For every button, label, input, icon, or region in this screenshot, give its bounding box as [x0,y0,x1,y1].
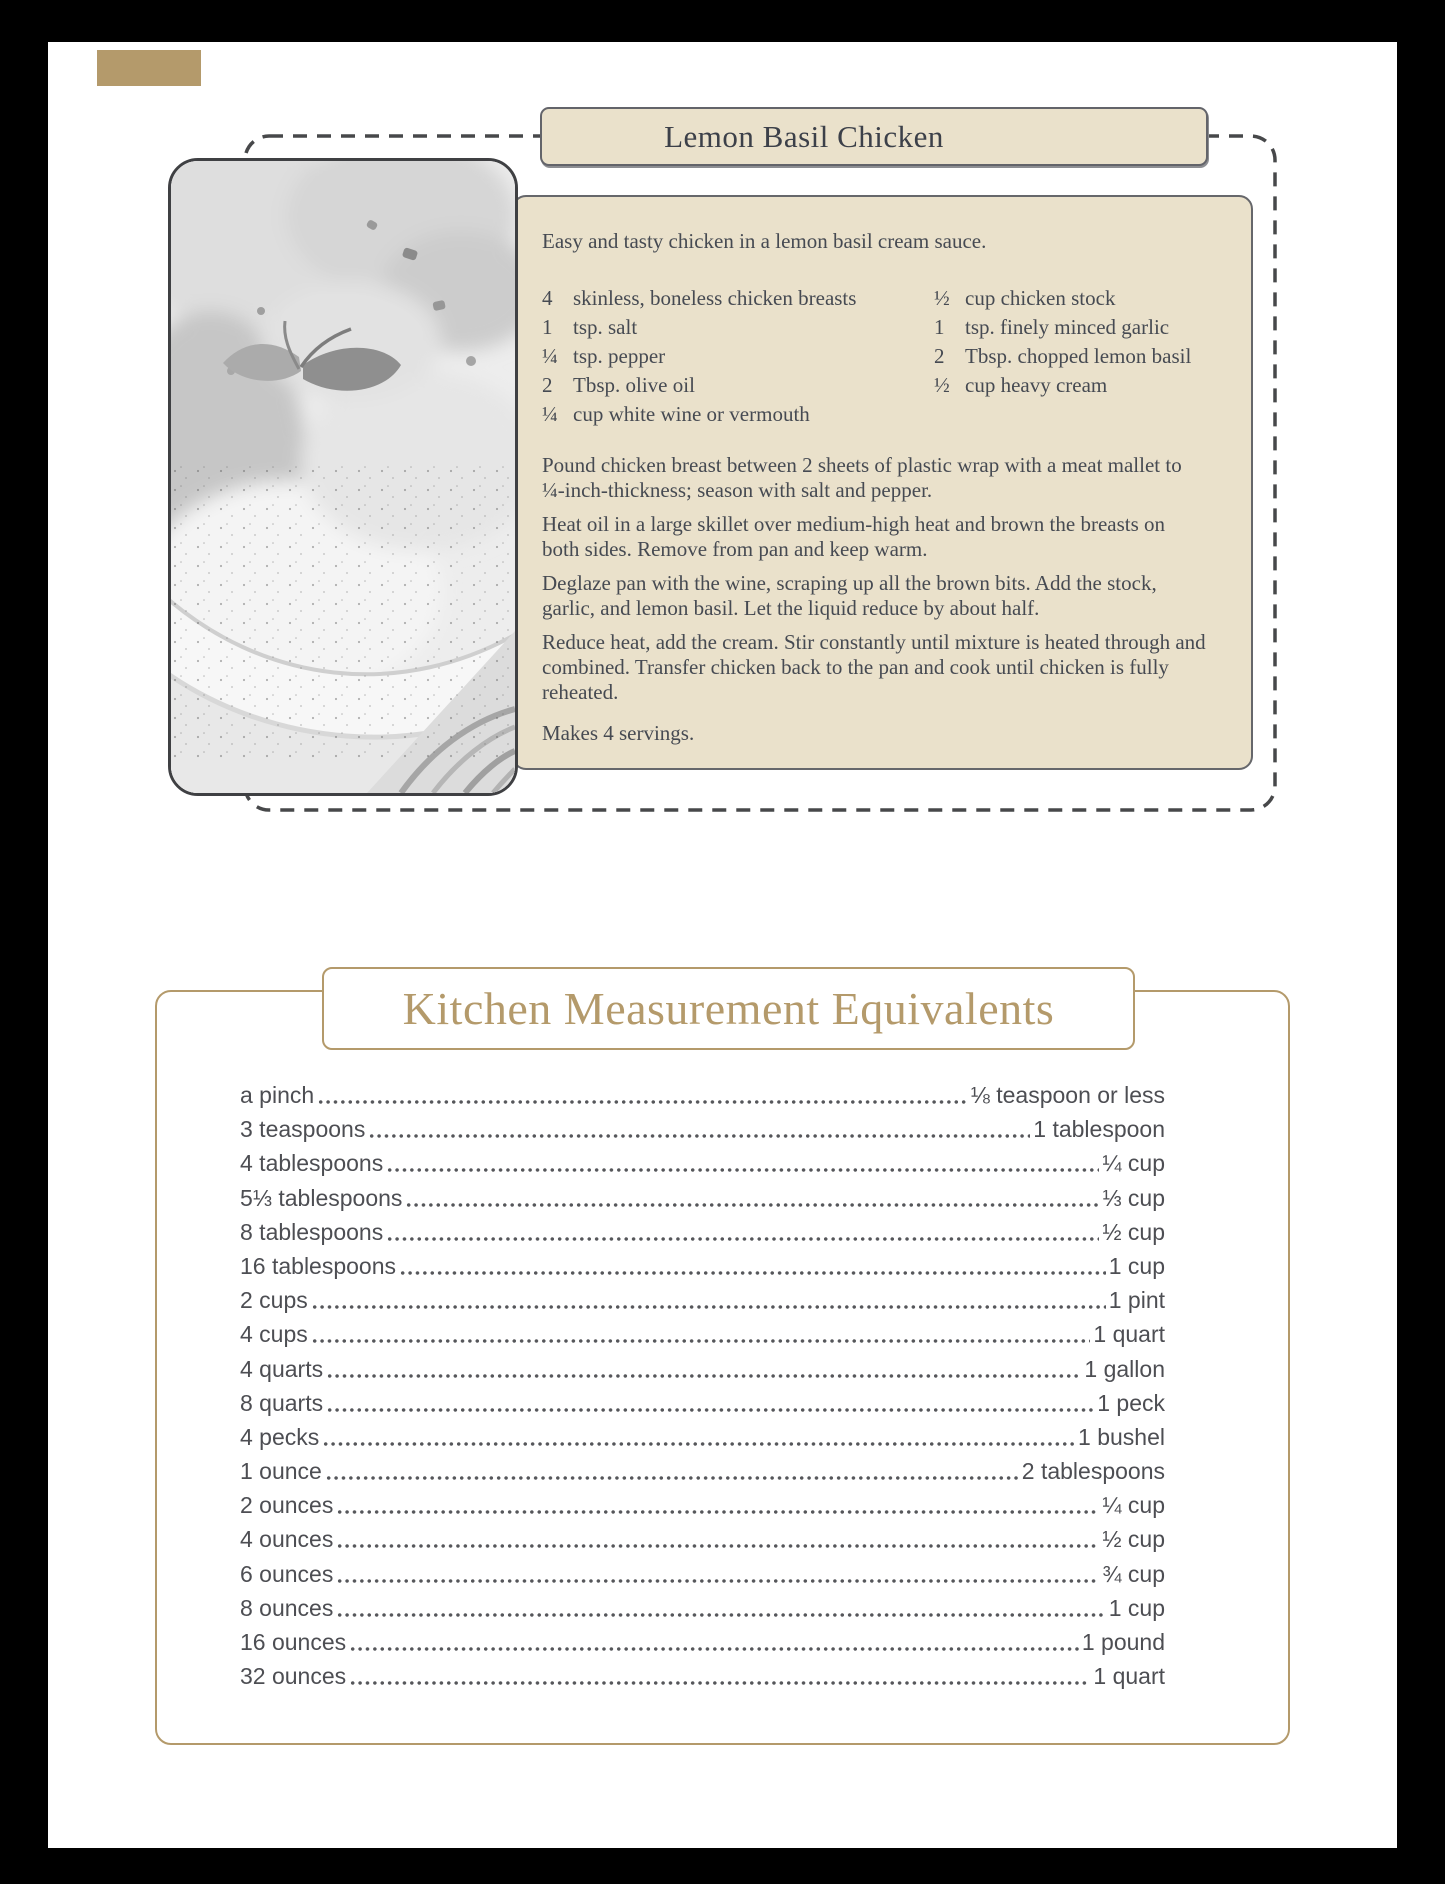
ingredient-row [934,313,1251,342]
measurement-from: 8 ounces [240,1594,334,1621]
measurement-row [240,1625,1165,1659]
measurement-title-box [322,967,1135,1050]
ingredient-name: tsp. finely minced garlic [965,315,1170,339]
dot-leader [326,1386,1094,1420]
measurement-from: 4 quarts [240,1355,324,1382]
ingredient-qty: 4 [542,286,553,310]
dot-leader [336,1591,1105,1625]
ingredient-name: Tbsp. olive oil [573,373,695,397]
measurement-to: ½ cup [1102,1218,1165,1245]
measurement-from: 4 tablespoons [240,1150,384,1177]
measurement-to: 1 tablespoon [1033,1116,1165,1143]
dot-leader [386,1215,1099,1249]
dot-leader [326,1352,1081,1386]
dot-leader [368,1112,1030,1146]
dot-leader [336,1557,1099,1591]
dot-leader [325,1454,1019,1488]
recipe-step: Reduce heat, add the cream. Stir constantly until mixture is heated through and combined. Transfer chicken back to the pan and cook until chicken is fully reheated. [542,630,1206,704]
measurement-row [240,1146,1165,1180]
measurement-row [240,1454,1165,1488]
recipe-photo [168,158,518,796]
measurement-from: 4 cups [240,1321,308,1348]
ingredient-qty: 1 [542,315,553,339]
dot-leader [311,1317,1091,1351]
measurement-to: 1 pound [1081,1629,1165,1655]
measurement-from: 2 cups [240,1287,308,1314]
recipe-title: Lemon Basil Chicken [664,118,944,154]
measurement-to: ⅓ cup [1102,1184,1165,1211]
ingredient-qty: ½ [934,286,950,310]
measurement-from: 16 tablespoons [240,1252,397,1279]
measurement-to: 1 quart [1093,1663,1165,1690]
ingredient-name: Tbsp. chopped lemon basil [965,344,1192,368]
measurement-from: 6 ounces [240,1560,334,1587]
corner-tab [97,50,201,86]
measurement-from: 32 ounces [240,1663,347,1690]
measurement-row [240,1488,1165,1522]
measurement-to: ½ cup [1102,1526,1165,1553]
servings-note: Makes 4 servings. [542,721,695,745]
dot-leader [336,1522,1099,1556]
ingredient-name: cup heavy cream [965,373,1108,397]
measurement-to: 1 cup [1108,1594,1165,1621]
measurement-row [240,1522,1165,1556]
measurement-row [240,1557,1165,1591]
measurement-row [240,1112,1165,1146]
measurement-from: 16 ounces [240,1629,347,1655]
recipe-description: Easy and tasty chicken in a lemon basil cream sauce. [542,229,987,253]
measurement-to: 1 peck [1097,1389,1165,1416]
ingredient-name: cup white wine or vermouth [573,402,810,426]
measurement-row [240,1317,1165,1351]
dot-leader [317,1078,967,1112]
ingredient-qty: 2 [542,373,553,397]
dot-leader [336,1488,1099,1522]
measurement-to: 1 quart [1093,1321,1165,1348]
ingredient-row [542,284,934,313]
ingredient-qty: 2 [934,344,945,368]
measurement-from: a pinch [240,1082,315,1108]
measurement-from: 5⅓ tablespoons [240,1184,403,1211]
measurement-to: 1 bushel [1078,1423,1165,1450]
measurement-row [240,1283,1165,1317]
dot-leader [349,1625,1079,1659]
recipe-details-panel [512,195,1253,770]
measurement-from: 8 quarts [240,1389,324,1416]
measurement-from: 8 tablespoons [240,1218,384,1245]
measurement-row [240,1215,1165,1249]
measurement-to: ⅛ teaspoon or less [970,1082,1165,1108]
measurement-from: 2 ounces [240,1492,334,1519]
measurement-to: ¾ cup [1102,1560,1165,1587]
measurement-title: Kitchen Measurement Equivalents [402,983,1055,1034]
recipe-title-box [540,107,1208,166]
measurement-to: 2 tablespoons [1021,1458,1165,1485]
measurement-row [240,1386,1165,1420]
dot-leader [399,1249,1106,1283]
measurement-to: 1 pint [1108,1287,1165,1314]
speckles [171,461,515,761]
measurement-from: 4 pecks [240,1423,320,1450]
recipe-steps [542,453,1207,705]
ingredient-row [542,400,934,429]
ingredient-name: tsp. salt [573,315,638,339]
dot-leader [322,1420,1075,1454]
measurement-from: 1 ounce [240,1458,322,1485]
ingredient-row [542,371,934,400]
dot-leader [386,1146,1099,1180]
measurement-row [240,1352,1165,1386]
measurement-row [240,1591,1165,1625]
measurement-row [240,1249,1165,1283]
ingredients-list-right [934,284,1251,429]
measurement-to: 1 cup [1108,1252,1165,1279]
ingredient-name: skinless, boneless chicken breasts [573,286,857,310]
measurement-to: ¼ cup [1102,1150,1165,1177]
ingredient-qty: ½ [934,373,950,397]
dot-leader [405,1181,1099,1215]
ingredient-row [542,313,934,342]
ingredient-name: cup chicken stock [965,286,1116,310]
dot-leader [311,1283,1106,1317]
ingredients-columns [542,284,1251,429]
measurement-row [240,1078,1165,1112]
paper [48,42,1397,1848]
dot-leader [349,1659,1090,1693]
ingredient-row [542,342,934,371]
recipe-step: Heat oil in a large skillet over medium-high heat and brown the breasts on both sides. Remove from pan and keep warm. [542,512,1166,561]
recipe-photo-illustration [171,161,515,793]
ingredients-list-left [542,284,934,429]
ingredient-qty: ¼ [542,344,558,368]
measurement-row [240,1659,1165,1693]
ingredient-name: tsp. pepper [573,344,666,368]
ingredient-row [934,371,1251,400]
measurement-from: 4 ounces [240,1526,334,1553]
measurement-from: 3 teaspoons [240,1116,366,1143]
ingredient-qty: ¼ [542,402,558,426]
ingredient-row [934,284,1251,313]
measurement-to: ¼ cup [1102,1492,1165,1519]
measurement-row [240,1181,1165,1215]
recipe-step: Deglaze pan with the wine, scraping up all the brown bits. Add the stock, garlic, and lemon basil. Let the liquid reduce by about half. [542,571,1157,620]
measurement-row [240,1420,1165,1454]
measurement-to: 1 gallon [1084,1355,1165,1382]
ingredient-row [934,342,1251,371]
measurement-table [240,1078,1165,1693]
recipe-step: Pound chicken breast between 2 sheets of plastic wrap with a meat mallet to ¼-inch-thickness; season with salt and pepper. [542,453,1182,502]
ingredient-qty: 1 [934,315,945,339]
